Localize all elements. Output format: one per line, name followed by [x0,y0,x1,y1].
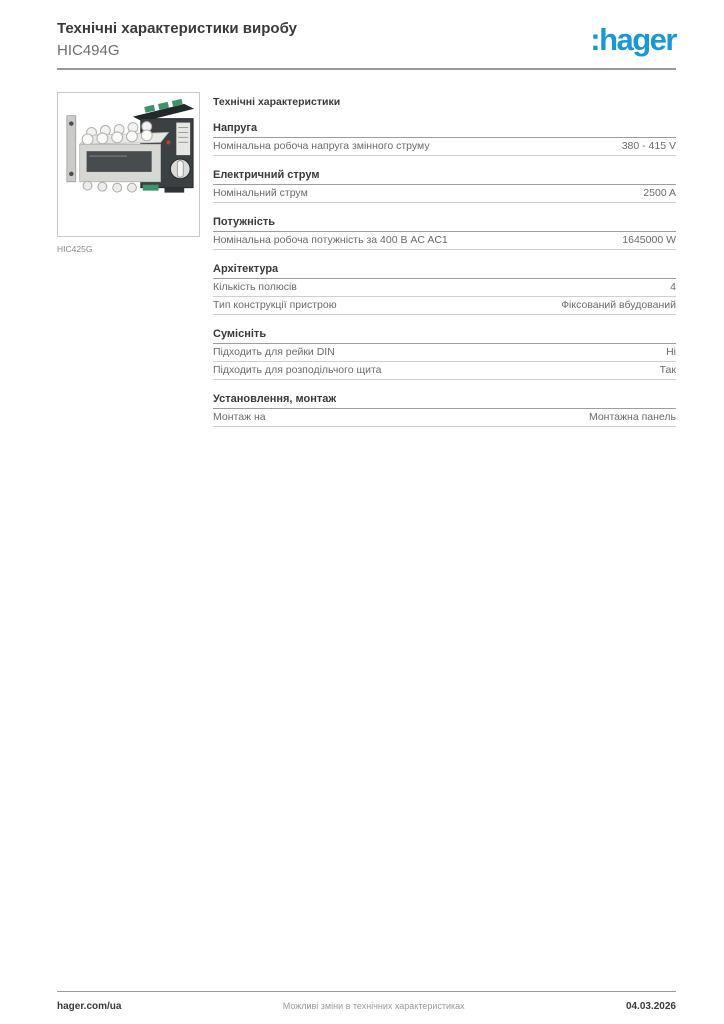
section-title: Сумісніть [213,328,676,344]
spec-value: 2500 A [643,187,676,200]
header-titles [57,20,297,59]
footer-date: 04.03.2026 [625,1001,676,1012]
specs-heading: Технічні характеристики [213,95,341,108]
spec-section [213,169,676,203]
spec-row [213,232,676,250]
spec-row [213,297,676,315]
spec-row [213,344,676,362]
spec-label: Підходить для рейки DIN [213,346,335,359]
specs-column [213,92,676,427]
spec-value: Так [659,364,676,377]
section-title: Архітектура [213,263,676,279]
section-title: Установлення, монтаж [213,393,676,409]
hager-logo: :hager [590,22,676,57]
spec-label: Номінальна робоча напруга змінного струму [213,140,430,153]
section-title: Потужність [213,216,676,232]
section-rows [213,344,676,380]
spec-label: Монтаж на [213,411,266,424]
spec-value: Фіксований вбудований [561,299,676,312]
section-title: Напруга [213,122,676,138]
spec-section [213,328,676,380]
product-image-frame [57,92,200,237]
spec-row [213,185,676,203]
spec-sections [213,122,676,427]
page-footer [57,991,676,1012]
product-code: HIC494G [57,41,120,59]
spec-row [213,138,676,156]
changeover-switch-image [58,93,199,236]
footer-disclaimer: Можливі зміни в технічних характеристиках [282,1001,465,1011]
spec-row [213,279,676,297]
section-rows [213,279,676,315]
spec-value: 4 [670,281,676,294]
spec-row [213,362,676,380]
section-rows [213,409,676,427]
product-column [57,92,200,427]
section-rows [213,185,676,203]
spec-label: Тип конструкції пристрою [213,299,337,312]
page-title: Технічні характеристики виробу [57,20,297,37]
section-title: Електричний струм [213,169,676,185]
spec-label: Номінальний струм [213,187,308,200]
main-area [57,92,676,427]
spec-value: Монтажна панель [588,411,676,424]
spec-section [213,216,676,250]
spec-label: Номінальна робоча потужність за 400 В AC AC1 [213,234,448,247]
footer-website-link[interactable]: hager.com/ua [57,1001,122,1012]
spec-label: Підходить для розподільчого щита [213,364,382,377]
spec-label: Кількість полюсів [213,281,297,294]
spec-section [213,122,676,156]
page-header [57,0,676,70]
section-rows [213,232,676,250]
spec-value: 380 - 415 V [621,140,676,153]
spec-row [213,409,676,427]
product-image-caption: HIC425G [57,243,93,254]
section-rows [213,138,676,156]
spec-section [213,263,676,315]
spec-section [213,393,676,427]
spec-value: Ні [666,346,676,359]
spec-value: 1645000 W [622,234,676,247]
